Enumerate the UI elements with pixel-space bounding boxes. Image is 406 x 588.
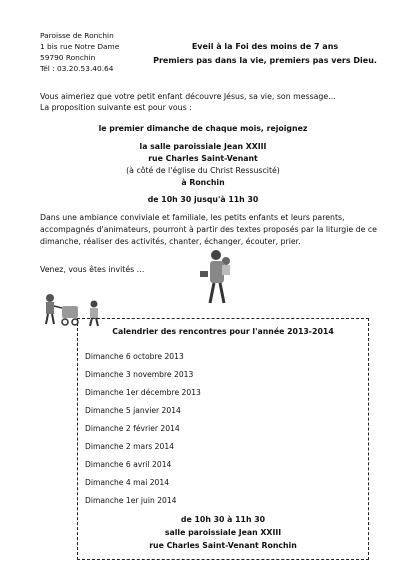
calendar-street: rue Charles Saint-Venant Ronchin	[149, 541, 297, 550]
address-line-4: Tél : 03.20.53.40.64	[40, 64, 114, 73]
calendar-box	[77, 318, 369, 560]
meeting-date: Dimanche 1er juin 2014	[85, 496, 177, 505]
description-paragraph: Dans une ambiance conviviale et familiale, les petits enfants et leurs parents, accompagnés d'animateurs, pourront à partir des textes proposés par la liturgie de ce dimanche, réaliser des activités, chanter, échanger, écouter, prier.	[40, 213, 377, 246]
intro-line-2: La proposition suivante est pour vous :	[40, 103, 192, 112]
meeting-date: Dimanche 5 janvier 2014	[85, 406, 181, 415]
proposal-line-1: le premier dimanche de chaque mois, rejoignez	[98, 124, 308, 133]
proposal-line-2: la salle paroissiale Jean XXIII	[139, 142, 267, 151]
title-line-2: Premiers pas dans la vie, premiers pas vers Dieu.	[153, 56, 377, 65]
document-title	[140, 40, 390, 68]
meeting-date: Dimanche 6 octobre 2013	[85, 352, 184, 361]
invitation-line: Venez, vous êtes invités …	[40, 265, 145, 274]
address-line-1: Paroisse de Ronchin	[40, 31, 114, 40]
address-line-3: 59790 Ronchin	[40, 53, 96, 62]
parish-address	[40, 30, 119, 74]
calendar-place: salle paroissiale Jean XXIII	[164, 528, 282, 537]
address-line-2: 1 bis rue Notre Dame	[40, 42, 120, 51]
calendar-footer	[78, 513, 368, 552]
meeting-date: Dimanche 3 novembre 2013	[85, 370, 194, 379]
meeting-date: Dimanche 2 février 2014	[85, 424, 180, 433]
proposal-line-6: de 10h 30 jusqu'à 11h 30	[147, 195, 259, 204]
calendar-title: Calendrier des rencontres pour l'année 2013-2014	[112, 327, 334, 336]
meeting-date: Dimanche 2 mars 2014	[85, 442, 175, 451]
proposal-line-5: à Ronchin	[181, 178, 225, 187]
meeting-dates-list	[85, 351, 201, 513]
proposal-line-4: (à côté de l'église du Christ Ressuscité)	[126, 166, 280, 175]
title-line-1: Eveil à la Foi des moins de 7 ans	[191, 42, 339, 51]
parent-child-illustration	[196, 245, 242, 315]
meeting-date: Dimanche 6 avril 2014	[85, 460, 172, 469]
meeting-date: Dimanche 1er décembre 2013	[85, 388, 201, 397]
calendar-time: de 10h 30 à 11h 30	[180, 515, 266, 524]
proposal-line-3: rue Charles Saint-Venant	[148, 154, 258, 163]
intro-line-1: Vous aimeriez que votre petit enfant découvre Jésus, sa vie, son message…	[40, 92, 336, 101]
meeting-date: Dimanche 4 mai 2014	[85, 478, 170, 487]
